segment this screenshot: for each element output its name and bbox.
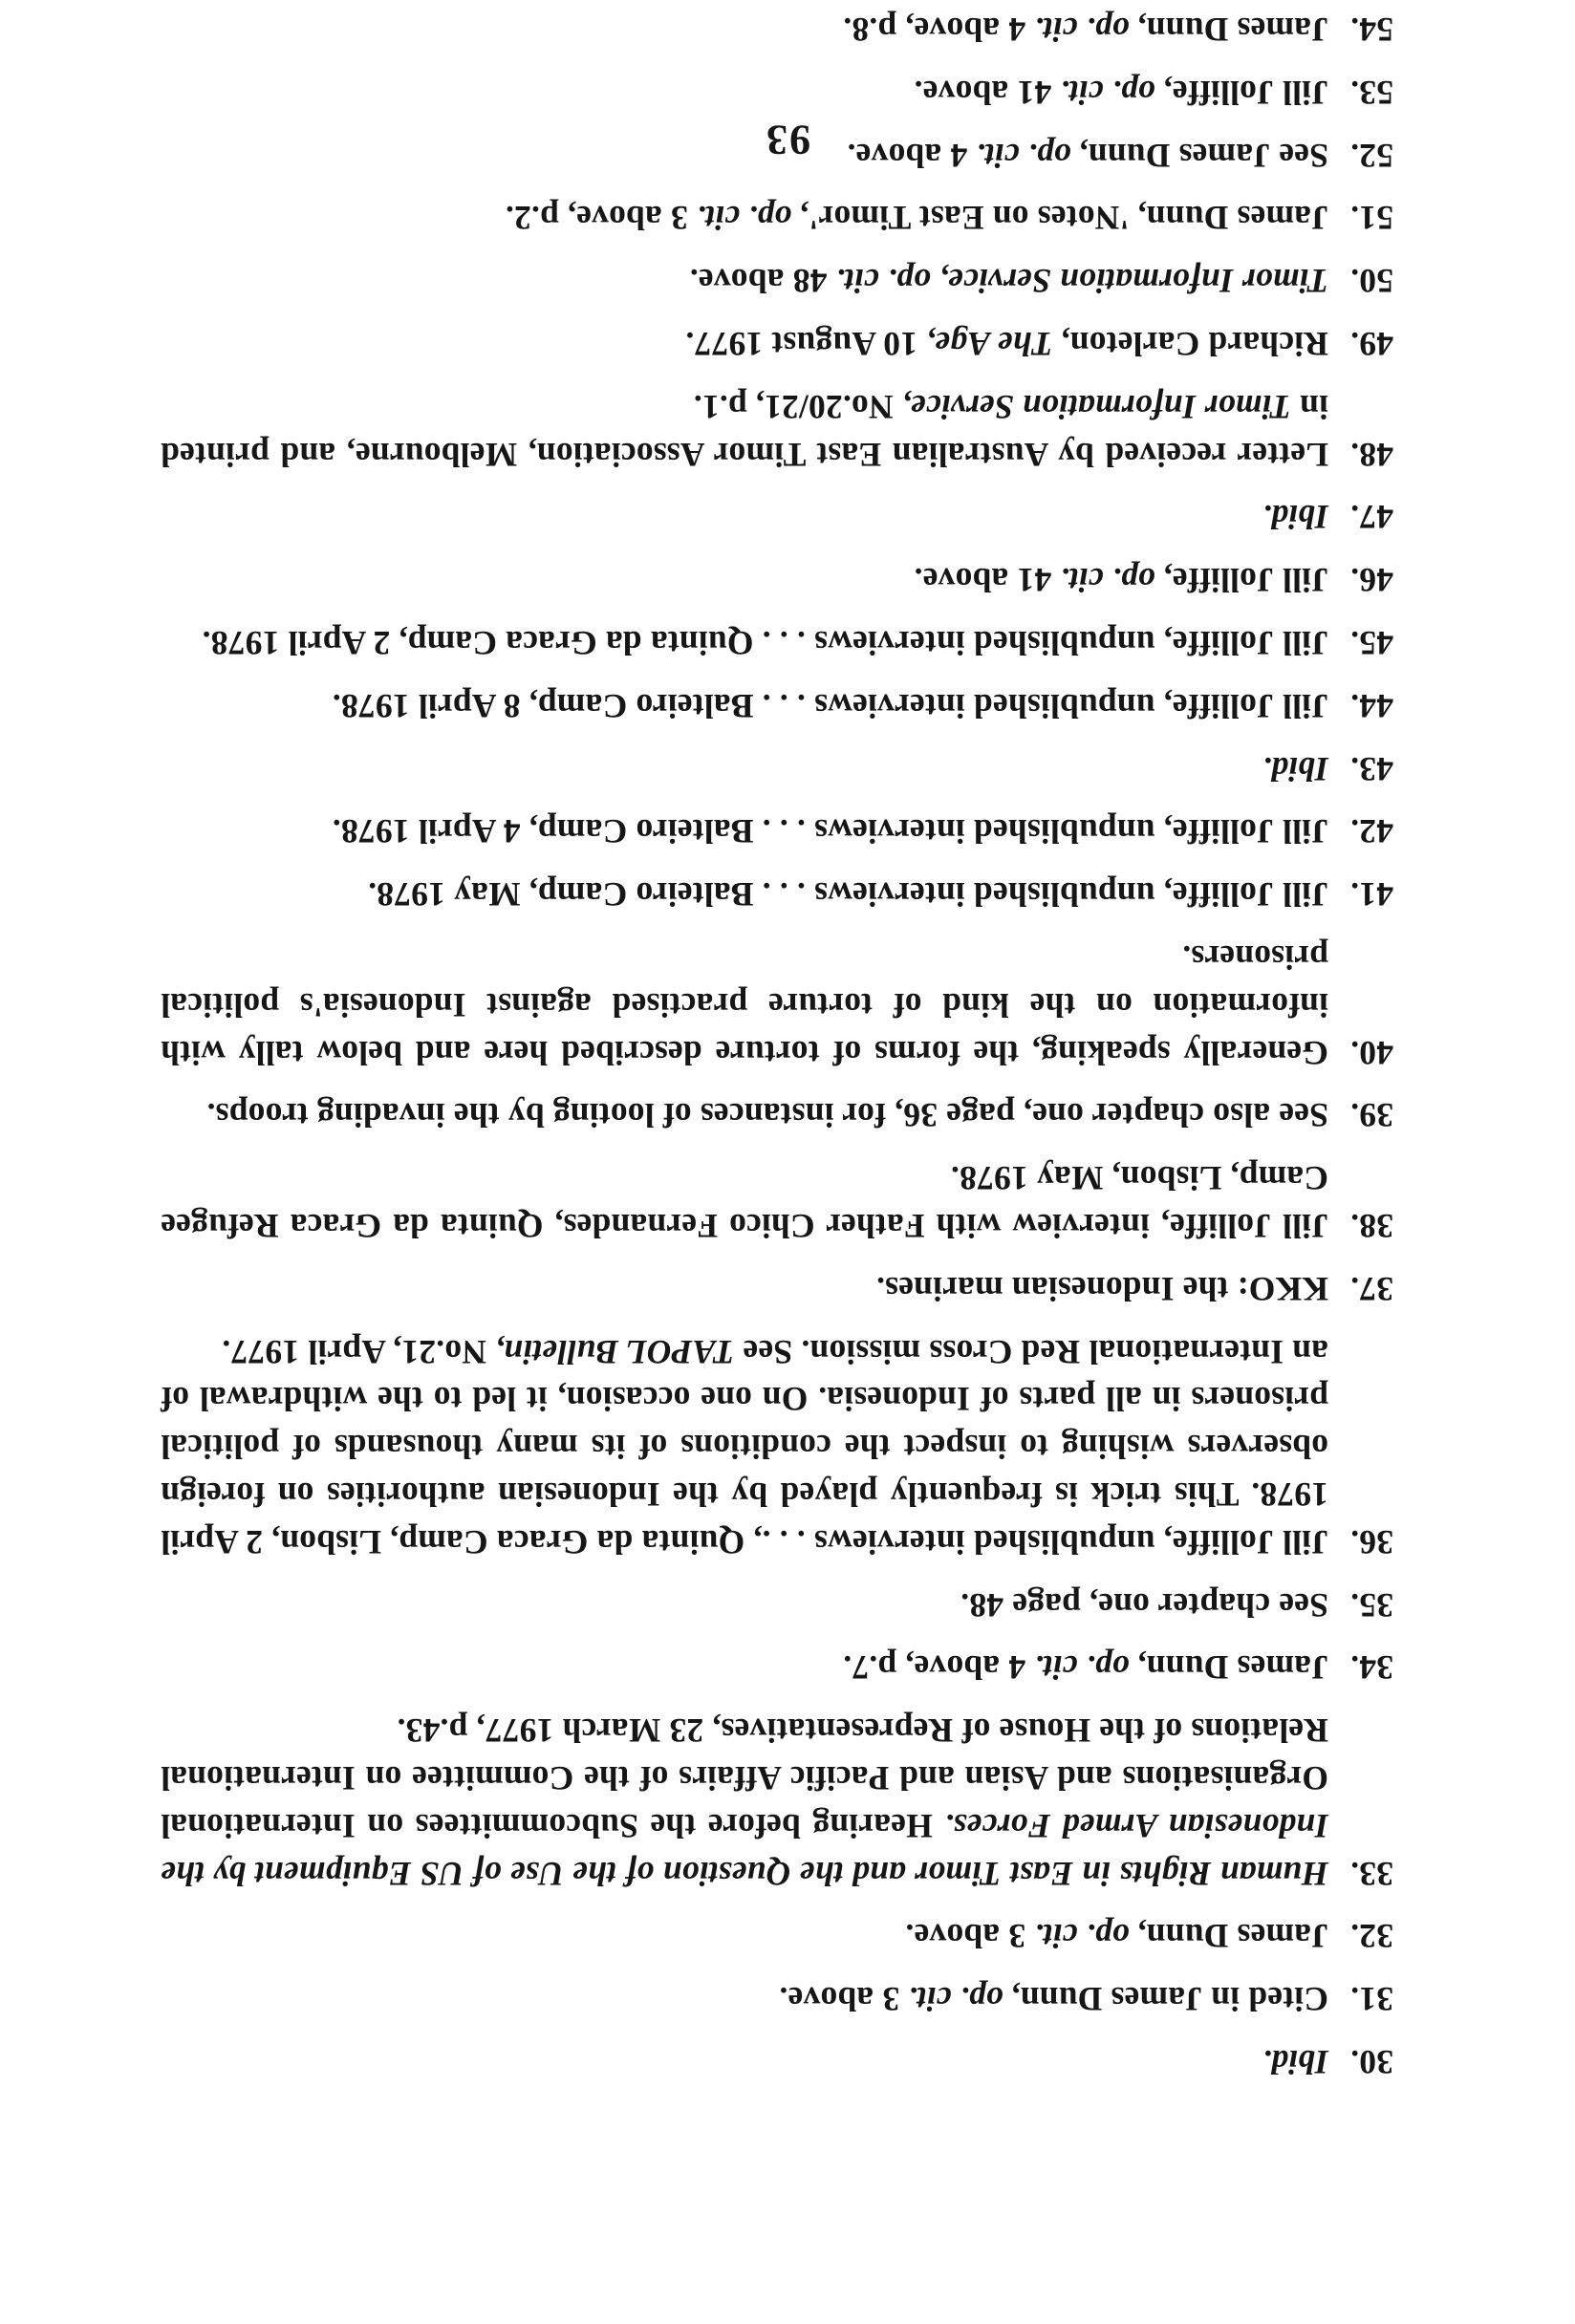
endnote-segment: No.21, April 1977. bbox=[222, 1332, 496, 1371]
endnote-number: 37. bbox=[1350, 1269, 1393, 1308]
endnote-italic-segment: Human Rights in East Timor and the Question of the Use of US Equipment by the Indonesian Armed Forces. bbox=[161, 1806, 1328, 1893]
endnote-text bbox=[161, 870, 1328, 917]
endnote bbox=[161, 1153, 1393, 1249]
endnote-segment: Letter received by Australian East Timor Association, Melbourne, and printed in bbox=[161, 387, 1328, 474]
endnote-number: 54. bbox=[1350, 11, 1393, 50]
endnote-segment: Jill Jolliffe, interview with Father Chico Fernandes, Quinta da Graca Refugee Camp, Lisbon, May 1978. bbox=[161, 1159, 1328, 1246]
endnote-segment: Hearing before the Subcommittees on International Organisations and Asian and Pacific Affairs of the Committee on International Relations of the House of Representatives, 23 March 1977, p.43. bbox=[161, 1711, 1328, 1845]
endnote-number: 34. bbox=[1350, 1648, 1393, 1688]
endnote bbox=[161, 493, 1393, 541]
endnote-number: 43. bbox=[1350, 749, 1393, 788]
endnote bbox=[161, 257, 1393, 305]
endnote bbox=[161, 194, 1393, 242]
endnote-italic-segment: op. cit. bbox=[976, 136, 1071, 175]
endnote-number: 45. bbox=[1350, 624, 1393, 663]
endnote-italic-segment: Ibid. bbox=[1262, 2043, 1328, 2081]
endnote bbox=[161, 681, 1393, 729]
endnote-italic-segment: Ibid. bbox=[1262, 749, 1328, 788]
endnote bbox=[161, 807, 1393, 855]
endnote-number: 44. bbox=[1350, 686, 1393, 725]
endnote-italic-segment: Timor Information Service, bbox=[901, 387, 1291, 426]
endnote bbox=[161, 1581, 1393, 1628]
endnote-segment: 10 August 1977. bbox=[685, 325, 927, 364]
endnote-text bbox=[161, 744, 1328, 792]
endnote-segment: Jill Jolliffe, unpublished interviews . . . Balteiro Camp, 4 April 1978. bbox=[332, 812, 1328, 851]
endnote-text bbox=[161, 382, 1328, 478]
endnote-number: 30. bbox=[1350, 2043, 1393, 2081]
endnote-segment: 41 above. bbox=[914, 561, 1061, 600]
endnote-segment: Jill Jolliffe, unpublished interviews . . ., Quinta da Graca Camp, Lisbon, 2 April 1978. This trick is frequently played by the Indonesian authorities on foreign observers wishing to inspect the conditions of its many thousands of political prisoners in all parts of Indonesia. On one occasion, it led to the withdrawal of an International Red Cross mission. See bbox=[161, 1332, 1328, 1561]
endnote-italic-segment: Ibid. bbox=[1262, 498, 1328, 537]
endnote-italic-segment: op. cit. bbox=[1060, 73, 1155, 112]
endnote bbox=[161, 1974, 1393, 2022]
endnote-segment: Jill Jolliffe, unpublished interviews . . . Quinta da Graca Camp, 2 April 1978. bbox=[202, 624, 1328, 663]
endnote-segment: Jill Jolliffe, bbox=[1154, 73, 1328, 112]
endnote bbox=[161, 5, 1393, 53]
endnote-segment: Richard Carleton, bbox=[1052, 325, 1328, 364]
endnote-text bbox=[161, 1327, 1328, 1565]
endnote-number: 52. bbox=[1350, 136, 1393, 175]
endnote bbox=[161, 1264, 1393, 1312]
endnote-segment: KKO: the Indonesian marines. bbox=[875, 1269, 1328, 1308]
endnote-number: 33. bbox=[1350, 1854, 1393, 1893]
endnote bbox=[161, 319, 1393, 367]
endnote-number: 46. bbox=[1350, 561, 1393, 600]
endnote bbox=[161, 1091, 1393, 1139]
endnote-segment: 41 above. bbox=[914, 73, 1061, 112]
endnote-text bbox=[161, 1912, 1328, 1960]
endnote-text bbox=[161, 807, 1328, 855]
endnote-segment: 3 above, p.2. bbox=[505, 199, 697, 238]
endnote bbox=[161, 1644, 1393, 1691]
endnote-number: 47. bbox=[1350, 498, 1393, 537]
endnote-number: 48. bbox=[1350, 435, 1393, 474]
endnote-number: 38. bbox=[1350, 1207, 1393, 1246]
endnote-segment: Jill Jolliffe, bbox=[1154, 561, 1328, 600]
endnote-segment: Cited in James Dunn, bbox=[1003, 1980, 1328, 2019]
endnote-text bbox=[161, 2037, 1328, 2085]
endnote bbox=[161, 555, 1393, 603]
endnote bbox=[161, 1706, 1393, 1896]
endnote-italic-segment: TAPOL Bulletin, bbox=[495, 1332, 735, 1371]
endnote-text bbox=[161, 493, 1328, 541]
endnote bbox=[161, 1912, 1393, 1960]
endnote-number: 49. bbox=[1350, 325, 1393, 364]
endnote-text bbox=[161, 257, 1328, 305]
endnote-text bbox=[161, 68, 1328, 116]
endnote-number: 36. bbox=[1350, 1522, 1393, 1561]
endnote-number: 51. bbox=[1350, 199, 1393, 238]
endnote-text bbox=[161, 1153, 1328, 1249]
endnote bbox=[161, 382, 1393, 478]
endnote-segment: 4 above, p.8. bbox=[843, 11, 1035, 50]
endnote-text bbox=[161, 1974, 1328, 2022]
endnote bbox=[161, 68, 1393, 116]
endnote-segment: 4 above. bbox=[847, 136, 977, 175]
endnote-segment: 48 above. bbox=[689, 262, 836, 301]
endnotes-list bbox=[161, 0, 1393, 2085]
endnote-text bbox=[161, 1644, 1328, 1691]
endnote-number: 32. bbox=[1350, 1917, 1393, 1956]
endnote-text bbox=[161, 618, 1328, 666]
endnote-text bbox=[161, 1264, 1328, 1312]
endnote-italic-segment: op. cit. bbox=[1034, 11, 1130, 50]
endnote-text bbox=[161, 1581, 1328, 1628]
endnote-segment: James Dunn, bbox=[1129, 1648, 1328, 1688]
endnote-segment: James Dunn, 'Notes on East Timor', bbox=[791, 199, 1328, 238]
endnote-number: 42. bbox=[1350, 812, 1393, 851]
endnote-segment: No.20/21, p.1. bbox=[693, 387, 902, 426]
endnote-text bbox=[161, 555, 1328, 603]
endnote bbox=[161, 618, 1393, 666]
endnote-italic-segment: op. cit. bbox=[1034, 1648, 1130, 1688]
endnote-segment: James Dunn, bbox=[1129, 11, 1328, 50]
endnote-italic-segment: op. cit. bbox=[1034, 1917, 1130, 1956]
endnote-segment: Jill Jolliffe, unpublished interviews . . . Balteiro Camp, 8 April 1978. bbox=[332, 686, 1328, 725]
endnote bbox=[161, 870, 1393, 917]
endnote-text bbox=[161, 5, 1328, 53]
endnote-italic-segment: The Age, bbox=[926, 325, 1053, 364]
endnote-text bbox=[161, 194, 1328, 242]
endnote-text bbox=[161, 1091, 1328, 1139]
endnote-number: 40. bbox=[1350, 1033, 1393, 1072]
endnote-number: 50. bbox=[1350, 262, 1393, 301]
endnote-italic-segment: Timor Information Service, op. cit. bbox=[835, 262, 1328, 301]
endnote bbox=[161, 744, 1393, 792]
endnote-italic-segment: op. cit. bbox=[1060, 561, 1155, 600]
endnote-segment: See also chapter one, page 36, for instances of looting by the invading troops. bbox=[206, 1096, 1328, 1135]
endnote-number: 31. bbox=[1350, 1980, 1393, 2019]
endnote bbox=[161, 1327, 1393, 1565]
endnote-segment: 4 above, p.7. bbox=[843, 1648, 1035, 1688]
endnote-text bbox=[161, 933, 1328, 1075]
endnote-text bbox=[161, 1706, 1328, 1896]
endnote-segment: 3 above. bbox=[905, 1917, 1035, 1956]
endnote-text bbox=[161, 681, 1328, 729]
endnote-segment: James Dunn, bbox=[1129, 1917, 1328, 1956]
endnote-segment: See James Dunn, bbox=[1070, 136, 1328, 175]
endnote-italic-segment: op. cit. bbox=[908, 1980, 1003, 2019]
page-number: 93 bbox=[765, 117, 810, 163]
endnote bbox=[161, 2037, 1393, 2085]
endnote-text bbox=[161, 319, 1328, 367]
endnote-number: 53. bbox=[1350, 73, 1393, 112]
endnote-number: 35. bbox=[1350, 1585, 1393, 1625]
endnote-segment: See chapter one, page 48. bbox=[960, 1585, 1328, 1625]
endnote-number: 39. bbox=[1350, 1096, 1393, 1135]
endnote-italic-segment: op. cit. bbox=[696, 199, 792, 238]
endnote bbox=[161, 933, 1393, 1075]
endnote-segment: 3 above. bbox=[779, 1980, 909, 2019]
endnote-segment: Jill Jolliffe, unpublished interviews . . . Balteiro Camp, May 1978. bbox=[368, 875, 1328, 915]
endnote-number: 41. bbox=[1350, 875, 1393, 915]
endnote-segment: Generally speaking, the forms of torture described here and below tally with information on the kind of torture practised against Indonesia's political prisoners. bbox=[161, 938, 1328, 1072]
